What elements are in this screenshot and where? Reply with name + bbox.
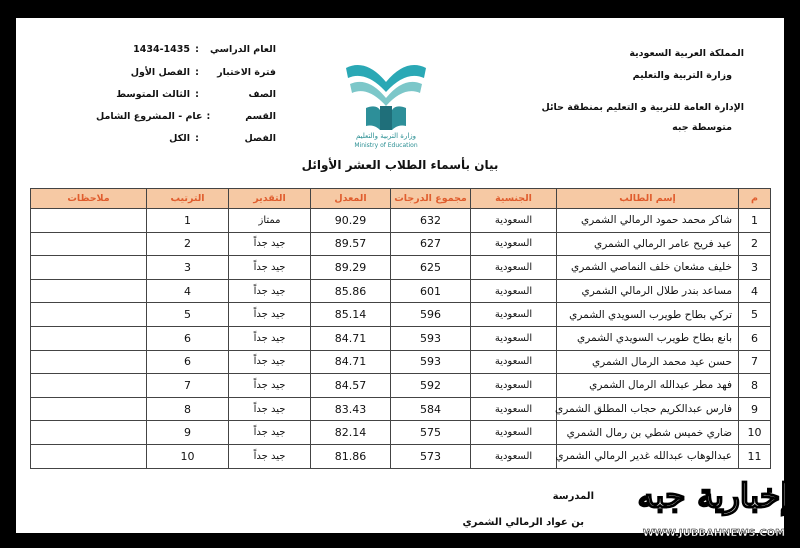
cell-total: 601 [391,279,471,303]
info-value: عام - المشروع الشامل [96,111,203,122]
column-header: إسم الطالب [557,189,739,209]
cell-nat: السعودية [471,279,557,303]
cell-avg: 84.71 [311,350,391,374]
cell-avg: 84.71 [311,326,391,350]
cell-rank: 6 [147,350,229,374]
admin-label: الإدارة العامة للتربية و التعليم بمنطقة حائل [541,102,744,113]
column-header: الجنسية [471,189,557,209]
cell-num: 8 [739,374,771,398]
info-value: الثالث المتوسط [116,89,190,100]
cell-num: 10 [739,421,771,445]
info-label: العام الدراسي [209,44,276,55]
cell-avg: 89.29 [311,256,391,280]
table-row [31,421,771,445]
cell-nat: السعودية [471,326,557,350]
cell-nat: السعودية [471,232,557,256]
table-row [31,209,771,233]
results-table [30,188,771,469]
cell-total: 596 [391,303,471,327]
cell-rank: 5 [147,303,229,327]
watermark-url: WWW.JUBBAHNEWS.COM [642,528,786,539]
cell-rank: 4 [147,279,229,303]
column-header: الترتيب [147,189,229,209]
cell-name: مساعد بندر طلال الرمالي الشمري [557,279,739,303]
cell-rank: 1 [147,209,229,233]
cell-avg: 90.29 [311,209,391,233]
cell-grade: جيد جداً [229,350,311,374]
table-row [31,256,771,280]
info-colon: : [195,44,199,55]
cell-grade: جيد جداً [229,326,311,350]
cell-name: حسن عيد محمد الرمال الشمري [557,350,739,374]
cell-total: 627 [391,232,471,256]
info-colon: : [195,67,199,78]
info-row-class [96,133,276,144]
table-row [31,350,771,374]
info-row-year [96,44,276,55]
cell-notes [31,397,147,421]
cell-total: 625 [391,256,471,280]
cell-num: 7 [739,350,771,374]
cell-grade: جيد جداً [229,421,311,445]
cell-rank: 10 [147,444,229,468]
table-header-row [31,189,771,209]
cell-name: فارس عبدالكريم حجاب المطلق الشمري [557,397,739,421]
cell-notes [31,303,147,327]
cell-name: خليف مشعان خلف النماصي الشمري [557,256,739,280]
principal-name: بن عواد الرمالي الشمري [462,517,584,528]
column-header: التقدير [229,189,311,209]
cell-num: 11 [739,444,771,468]
column-header: مجموع الدرجات [391,189,471,209]
document-page [16,18,790,539]
table-row [31,279,771,303]
cell-notes [31,256,147,280]
cell-total: 593 [391,326,471,350]
cell-notes [31,350,147,374]
cell-name: شاكر محمد حمود الرمالي الشمري [557,209,739,233]
cell-total: 584 [391,397,471,421]
cell-grade: جيد جداً [229,374,311,398]
info-label: القسم [245,111,276,122]
cell-grade: جيد جداً [229,397,311,421]
cell-rank: 6 [147,326,229,350]
cell-num: 4 [739,279,771,303]
table-row [31,374,771,398]
info-label: الفصل [244,133,276,144]
cell-avg: 81.86 [311,444,391,468]
column-header: ملاحظات [31,189,147,209]
cell-name: فهد مطر عبدالله الرمال الشمري [557,374,739,398]
info-row-section [96,111,276,122]
table-row [31,232,771,256]
cell-rank: 9 [147,421,229,445]
info-value: 1434-1435 [133,44,190,55]
cell-grade: جيد جداً [229,232,311,256]
table-row [31,303,771,327]
cell-grade: جيد جداً [229,279,311,303]
cell-notes [31,279,147,303]
cell-notes [31,232,147,256]
watermark [626,476,800,548]
cell-rank: 7 [147,374,229,398]
footer-title: المدرسة [552,491,594,502]
cell-name: عيد فريح عامر الرمالي الشمري [557,232,739,256]
cell-notes [31,444,147,468]
cell-grade: جيد جداً [229,444,311,468]
cell-num: 1 [739,209,771,233]
table-body [31,209,771,469]
cell-nat: السعودية [471,303,557,327]
cell-nat: السعودية [471,421,557,445]
cell-total: 575 [391,421,471,445]
info-value: الفصل الأول [130,67,190,78]
cell-num: 6 [739,326,771,350]
cell-rank: 8 [147,397,229,421]
cell-total: 573 [391,444,471,468]
cell-grade: جيد جداً [229,303,311,327]
info-value: الكل [169,133,190,144]
logo-caption-en: Ministry of Education [354,142,418,149]
school-label: متوسطة جبه [672,122,732,133]
info-colon: : [206,111,211,122]
cell-nat: السعودية [471,209,557,233]
info-row-period [96,67,276,78]
cell-total: 593 [391,350,471,374]
cell-notes [31,374,147,398]
info-label: الصف [248,89,276,100]
cell-total: 632 [391,209,471,233]
cell-avg: 89.57 [311,232,391,256]
cell-name: بانع بطاح طويرب السويدي الشمري [557,326,739,350]
cell-num: 5 [739,303,771,327]
document-title: بيان بأسماء الطلاب العشر الأوائل [301,158,499,172]
cell-notes [31,209,147,233]
cell-nat: السعودية [471,397,557,421]
table-row [31,444,771,468]
cell-num: 9 [739,397,771,421]
cell-name: تركي بطاح طويرب السويدي الشمري [557,303,739,327]
cell-name: عبدالوهاب عبدالله غدير الرمالي الشمري [557,444,739,468]
cell-grade: جيد جداً [229,256,311,280]
info-colon: : [195,133,199,144]
logo-caption [334,132,438,150]
cell-nat: السعودية [471,256,557,280]
cell-avg: 82.14 [311,421,391,445]
cell-name: ضاري خميس شطي بن رمال الشمري [557,421,739,445]
cell-rank: 2 [147,232,229,256]
table-row [31,326,771,350]
watermark-text: إخبارية جبه [637,476,790,515]
cell-avg: 85.86 [311,279,391,303]
column-header: م [739,189,771,209]
table-row [31,397,771,421]
logo-caption-ar: وزارة التربية والتعليم [355,132,417,140]
cell-num: 3 [739,256,771,280]
cell-nat: السعودية [471,374,557,398]
info-colon: : [195,89,199,100]
cell-num: 2 [739,232,771,256]
cell-notes [31,326,147,350]
cell-nat: السعودية [471,350,557,374]
cell-avg: 84.57 [311,374,391,398]
cell-total: 592 [391,374,471,398]
ministry-label: وزارة التربية والتعليم [632,70,732,81]
cell-grade: ممتاز [229,209,311,233]
info-label: فترة الاختبار [217,67,276,78]
cell-avg: 83.43 [311,397,391,421]
cell-avg: 85.14 [311,303,391,327]
info-row-grade [96,89,276,100]
kingdom-label: المملكة العربية السعودية [629,48,744,59]
cell-notes [31,421,147,445]
column-header: المعدل [311,189,391,209]
cell-nat: السعودية [471,444,557,468]
cell-rank: 3 [147,256,229,280]
